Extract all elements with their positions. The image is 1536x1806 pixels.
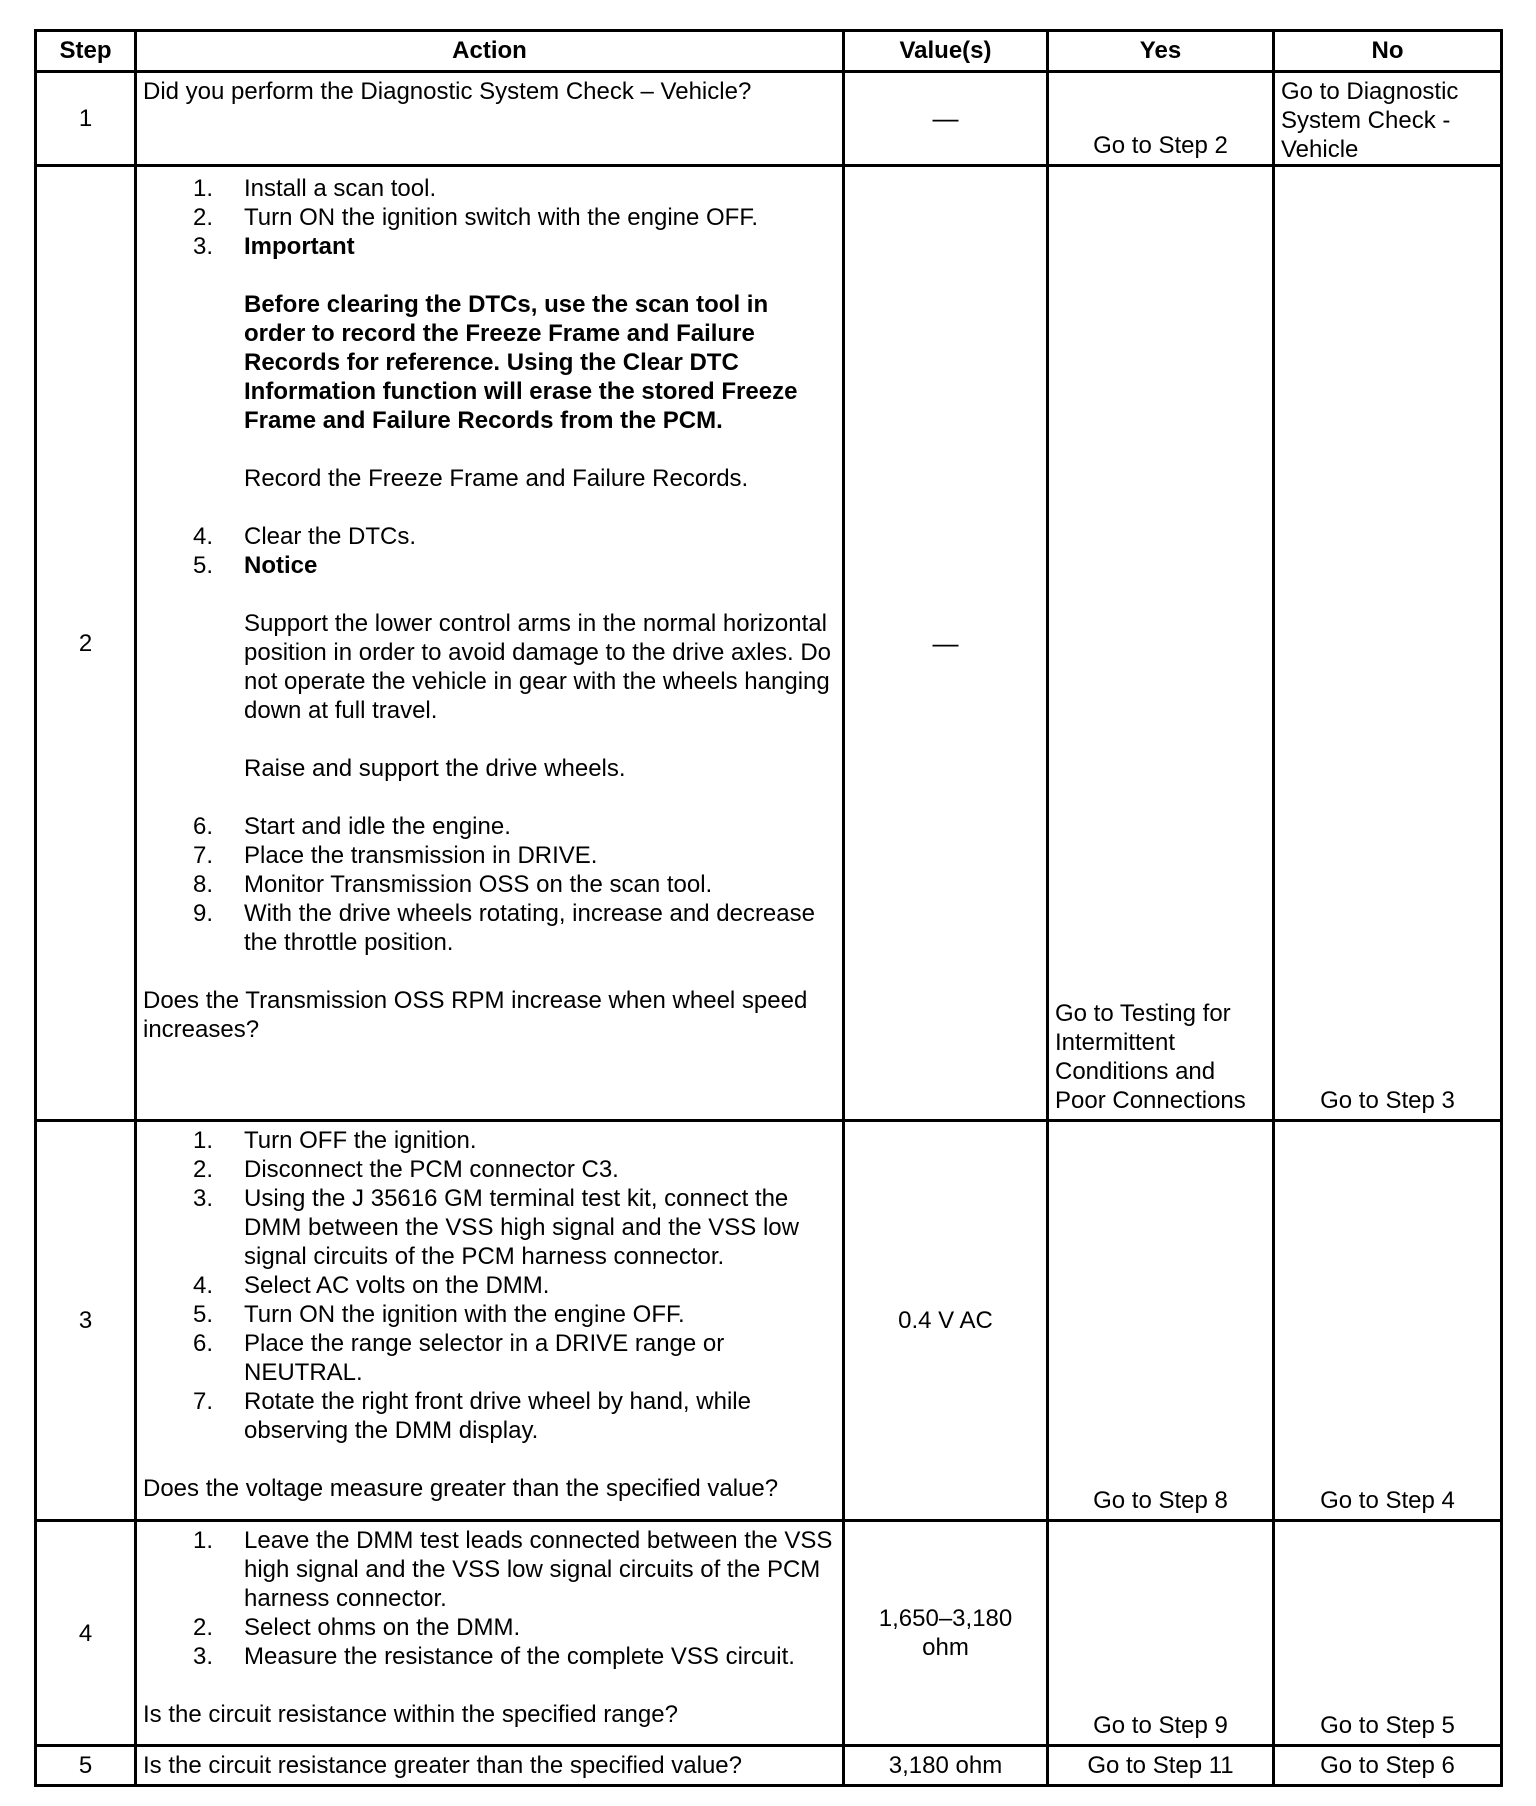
table-row <box>36 166 1502 1121</box>
action-cell <box>136 1121 844 1521</box>
list-item: 5. Notice <box>193 552 318 579</box>
list-item: 6. Place the range selector in a DRIVE range or NEUTRAL. <box>193 1330 725 1386</box>
list-item: 6. Start and idle the engine. <box>193 813 511 840</box>
list-item: 3. Measure the resistance of the complete VSS circuit. <box>193 1643 795 1670</box>
action-steps <box>143 1126 834 1445</box>
yes-cell: Go to Step 9 <box>1048 1521 1274 1746</box>
no-cell: Go to Step 3 <box>1274 166 1502 1121</box>
action-cell <box>136 72 844 166</box>
step-number: 5 <box>36 1746 136 1786</box>
step-number: 1 <box>36 72 136 166</box>
value-cell: 3,180 ohm <box>844 1746 1048 1786</box>
list-item: 5. Turn ON the ignition with the engine OFF. <box>193 1301 685 1328</box>
important-action: Record the Freeze Frame and Failure Records. <box>244 465 749 492</box>
yes-cell: Go to Testing for Intermittent Conditions and Poor Connections <box>1048 166 1274 1121</box>
no-cell: Go to Diagnostic System Check - Vehicle <box>1274 72 1502 166</box>
list-item: 7. Place the transmission in DRIVE. <box>193 842 598 869</box>
action-question: Is the circuit resistance greater than the specified value? <box>143 1752 742 1779</box>
yes-cell: Go to Step 8 <box>1048 1121 1274 1521</box>
header-row <box>36 31 1502 72</box>
step-number: 3 <box>36 1121 136 1521</box>
list-item: 7. Rotate the right front drive wheel by hand, while observing the DMM display. <box>193 1388 751 1444</box>
action-steps <box>143 1526 834 1671</box>
list-item: 3. Using the J 35616 GM terminal test kit, connect the DMM between the VSS high signal and the VSS low signal circuits of the PCM harness connector. <box>193 1185 799 1270</box>
yes-cell: Go to Step 2 <box>1048 72 1274 166</box>
list-item: 2. Disconnect the PCM connector C3. <box>193 1156 619 1183</box>
list-item: 1. Turn OFF the ignition. <box>193 1127 477 1154</box>
value-cell <box>844 1521 1048 1746</box>
list-item: 2. Turn ON the ignition switch with the engine OFF. <box>193 204 759 231</box>
diagnostic-table <box>34 29 1503 1787</box>
header-yes: Yes <box>1048 31 1274 72</box>
list-item: 9. With the drive wheels rotating, increase and decrease the throttle position. <box>193 900 815 956</box>
list-item: 4. Clear the DTCs. <box>193 523 417 550</box>
value-cell: — <box>844 166 1048 1121</box>
action-cell <box>136 166 844 1121</box>
action-question: Does the Transmission OSS RPM increase when wheel speed increases? <box>143 987 808 1043</box>
list-item: 2. Select ohms on the DMM. <box>193 1614 521 1641</box>
action-question: Does the voltage measure greater than the specified value? <box>143 1475 779 1502</box>
important-text: Before clearing the DTCs, use the scan tool in order to record the Freeze Frame and Failure Records for reference. Using the Clear DTC Information function will erase the stored Freeze Frame and Failure Records from the PCM. <box>244 291 798 434</box>
value-cell: 0.4 V AC <box>844 1121 1048 1521</box>
table-row <box>36 1121 1502 1521</box>
no-cell: Go to Step 4 <box>1274 1121 1502 1521</box>
list-item: 1. Install a scan tool. <box>193 175 437 202</box>
list-item: 3. Important <box>193 233 355 260</box>
notice-action: Raise and support the drive wheels. <box>244 755 626 782</box>
table-row <box>36 1746 1502 1786</box>
no-cell: Go to Step 6 <box>1274 1746 1502 1786</box>
step-number: 4 <box>36 1521 136 1746</box>
table-row <box>36 72 1502 166</box>
action-steps <box>143 174 834 261</box>
value-text: 1,650–3,180 ohm <box>878 1605 1013 1661</box>
value-cell: — <box>844 72 1048 166</box>
notice-text: Support the lower control arms in the normal horizontal position in order to avoid damage to the drive axles. Do not operate the vehicle in gear with the wheels hanging down at full travel. <box>244 610 832 724</box>
action-steps <box>143 522 834 580</box>
header-action: Action <box>136 31 844 72</box>
action-question: Is the circuit resistance within the specified range? <box>143 1701 678 1728</box>
action-cell <box>136 1746 844 1786</box>
header-no: No <box>1274 31 1502 72</box>
action-question: Did you perform the Diagnostic System Check – Vehicle? <box>143 78 752 105</box>
list-item: 1. Leave the DMM test leads connected between the VSS high signal and the VSS low signal circuits of the PCM harness connector. <box>193 1527 833 1612</box>
list-item: 8. Monitor Transmission OSS on the scan tool. <box>193 871 713 898</box>
action-steps <box>143 812 834 957</box>
header-step: Step <box>36 31 136 72</box>
table-row <box>36 1521 1502 1746</box>
yes-cell: Go to Step 11 <box>1048 1746 1274 1786</box>
no-cell: Go to Step 5 <box>1274 1521 1502 1746</box>
step-number: 2 <box>36 166 136 1121</box>
action-cell <box>136 1521 844 1746</box>
list-item: 4. Select AC volts on the DMM. <box>193 1272 550 1299</box>
header-values: Value(s) <box>844 31 1048 72</box>
